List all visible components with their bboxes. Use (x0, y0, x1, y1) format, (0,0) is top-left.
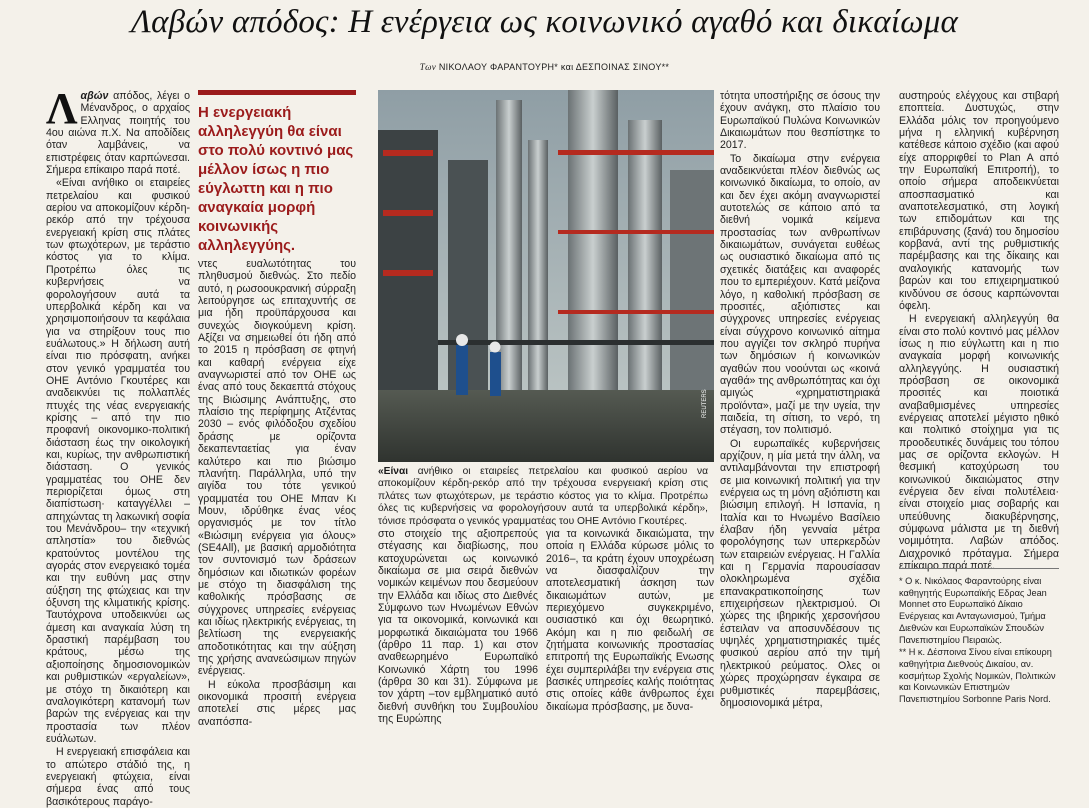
author-note: * Ο κ. Νικόλαος Φαραντούρης είναι καθηγητής Ευρωπαϊκής Εδρας Jean Monnet στο Ευρωπαϊκό Δίκαιο Ενέργειας και Ανταγωνισμού, Τμήμα Διεθνών και Ευρωπαϊκών Σπουδών Πανεπιστημίου Πειραιώς. (899, 576, 1047, 645)
byline (0, 62, 1089, 72)
paragraph: ντες ευαλωτότητας του πληθυσμού διεθνώς. Στο πεδίο αυτό, η ρωσοουκρανική σύρραξη λειτούργησε ως επιταχυντής σε μια ήδη προϋπάρχουσα και συνεχώς διογκούμενη κρίση. Αξίζει να σημειωθεί ότι ήδη από το 2015 η πρόσβαση σε φτηνή και καθαρή ενέργεια είχε αναγνωριστεί από τον ΟΗΕ ως ένας από τους δεκαεπτά στόχους της Βιώσιμης Ανάπτυξης, στο πλαίσιο της περίφημης Ατζέντας 2030 – ενός φιλόδοξου σχεδίου δράσης με ορίζοντα δεκαπενταετίας για έναν καλύτερο και πιο βιώσιμο πλανήτη. Παράλληλα, υπό την αιγίδα του τότε γενικού γραμματέα του ΟΗΕ Μπαν Κι Μουν, ιδρύθηκε ένας νέος οργανισμός με τον τίτλο «Βιώσιμη ενέργεια για όλους» (SE4All), με βασική αρμοδιότητα τον συντονισμό των δράσεων δημόσιων και ιδιωτικών φορέων με στόχο τη διασφάλιση της καθολικής πρόσβασης σε σύγχρονες υπηρεσίες ενέργειας και ιδίως ηλεκτρικής ενέργειας, τη βελτίωση της ενεργειακής αποδοτικότητας και την αύξηση της χρήσης ανανεώσιμων πηγών ενέργειας. (198, 258, 356, 678)
paragraph: τότητα υποστήριξης σε όσους την έχουν ανάγκη, στο πλαίσιο του Ευρωπαϊκού Πυλώνα Κοινωνικών Δικαιωμάτων που θεσπίστηκε το 2017. (720, 90, 880, 152)
photo-credit: REUTERS (702, 389, 708, 418)
caption-lead: «Είναι (378, 466, 409, 477)
paragraph: Η ενεργειακή επισφάλεια και το απώτερο στάδιό της, η ενεργειακή φτώχεια, είναι σήμερα ένας από τους βασικότερους παράγο- (46, 746, 190, 808)
article-column-4 (546, 528, 714, 733)
author-notes (899, 576, 1059, 707)
refinery-illustration (378, 90, 714, 462)
footnote-divider (899, 568, 1059, 569)
byline-prefix: Των (419, 62, 437, 72)
article-column-6 (899, 90, 1059, 573)
paragraph: στο στοιχείο της αξιοπρεπούς στέγασης και διαβίωσης, που κατοχυρώνεται ως κοινωνικό δικαίωμα σε μια σειρά διεθνών νομικών κειμένων που δεσμεύουν την Ελλάδα και ιδίως στο Διεθνές Σύμφωνο των Ηνωμένων Εθνών για τα οικονομικά, κοινωνικά και μορφωτικά δικαιώματα του 1966 (άρθρο 11 παρ. 1) και στον αναθεωρημένο Ευρωπαϊκό Κοινωνικό Χάρτη του 1996 (άρθρα 30 και 31). Σύμφωνα με τον χάρτη –τον εμβληματικό αυτό διεθνή συνθήκη του Συμβουλίου της Ευρώπης (378, 528, 538, 726)
paragraph: Το δικαίωμα στην ενέργεια αναδεικνύεται πλέον διεθνώς ως κοινωνικό δικαίωμα, το οποίο, αν και δεν έχει ακόμη αναγνωριστεί αυτοτελώς σε κάποιο από τα διεθνή νομικά κείμενα προστασίας των ανθρωπίνων δικαιωμάτων, συνάγεται ευθέως ως ουσιαστικό δικαίωμα από τις σχετικές διατάξεις και αναφορές που το εμπεριέχουν. Κατά μείζονα λόγο, η καθολική πρόσβαση σε προσιτές, αξιόπιστες και σύγχρονες υπηρεσίες ενέργειας είναι σύγχρονο κοινωνικό αίτημα που αγγίζει τον σκληρό πυρήνα των δημόσιων ή κοινωνικών αγαθών που νοούνται ως «κοινά αγαθά» της ανθρωπότητας και όχι αμιγώς «χρηματιστηριακά προϊόντα», μαζί με την υγεία, την παιδεία, τη σίτιση, το νερό, τη στέγαση, τον πολιτισμό. (720, 152, 880, 437)
lead-word: αβών (80, 90, 109, 102)
article-column-1 (46, 84, 190, 808)
paragraph: αυστηρούς ελέγχους και στιβαρή εποπτεία. Δυστυχώς, στην Ελλάδα μόλις τον προηγούμενο μήνα η ελληνική κυβέρνηση κατέθεσε κάποιο σχέδιο (και αφού είχε απορριφθεί το Plan A από την Ευρωπαϊκή Επιτροπή), το οποίο σήμερα αποδεικνύεται αποσπασματικό και αναποτελεσματικό, στη λογική των επιδομάτων και της επιβάρυνσης (ξανά) του δημοσίου κορβανά, αντί της ρυθμιστικής παρέμβασης και της δίκαιης και αναλογικής κατανομής των βαρών και του επιχειρηματικού κινδύνου σε όσους καρπώνονται όφελη. (899, 90, 1059, 312)
paragraph-text: απόδος, λέγει ο Μένανδρος, ο αρχαίος Ελληνας ποιητής του 4ου αιώνα π.Χ. Να αποδίδεις όταν λαμβάνεις, να επιστρέφεις όταν καρπώνεσαι. Σήμερα επίκαιρο παρά ποτέ. (46, 90, 190, 177)
paragraph: Η ενεργειακή αλληλεγγύη θα είναι στο πολύ κοντινό μας μέλλον ίσως η πιο εύγλωττη και η πιο αναγκαία μορφή κοινωνικής αλληλεγγύης. Η ουσιαστική πρόσβαση σε οικονομικά προσιτές και ποιοτικά αναβαθμισμένες υπηρεσίες ενέργειας αποτελεί μέγιστο ηθικό και πολιτικό στοίχημα για τις προοδευτικές δυνάμεις του τόπου μας σε ορίζοντα εκλογών. Η θεσμική κατοχύρωση του κοινωνικού δικαιώματος στην ενέργεια δεν είναι πολυτέλεια· είναι στοιχείο μιας σοβαρής και υπεύθυνης διακυβέρνησης, σύμφωνα μάλιστα με τη διεθνή νομιμότητα. Λαβών απόδος. Διαχρονικό πρόταγμα. Σήμερα επίκαιρο παρά ποτέ. (899, 313, 1059, 573)
byline-authors: ΝΙΚΟΛΑΟΥ ΦΑΡΑΝΤΟΥΡΗ* και ΔΕΣΠΟΙΝΑΣ ΣΙΝΟΥ** (438, 62, 670, 72)
paragraph: Η εύκολα προσβάσιμη και οικονομικά προσιτή ενέργεια αποτελεί στις μέρες μας αναπόσπα- (198, 678, 356, 728)
article-column-3 (378, 528, 538, 733)
caption-text: ανήθικο οι εταιρείες πετρελαίου και φυσικού αερίου να αποκομίζουν κέρδη-ρεκόρ από την τρέχουσα ενεργειακή κρίση στις πλάτες των φτωχότερων, με τεράστιο κόστος για το κλίμα. Προτρέπω όλες τις κυβερνήσεις να φορολογήσουν αυτά τα υπερβολικά κέρδη», τόνισε πρόσφατα ο γενικός γραμματέας του ΟΗΕ Αντόνιο Γκουτέρες. (378, 466, 709, 527)
article-column-2 (198, 258, 356, 730)
paragraph: «Είναι ανήθικο οι εταιρείες πετρελαίου και φυσικού αερίου να αποκομίζουν κέρδη-ρεκόρ από την τρέχουσα ενεργειακή κρίση στις πλάτες των φτωχότερων, με τεράστιο κόστος για το κλίμα. Προτρέπω όλες τις κυβερνήσεις να φορολογήσουν αυτά τα υπερβολικά κέρδη και να χρησιμοποιήσουν τα κεφάλαια για να στηρίξουν τους πιο ευάλωτους.» Η δήλωση αυτή είναι πιο πρόσφατη, ανήκει στον γενικό γραμματέα του ΟΗΕ Αντόνιο Γκουτέρες και αναδεικνύει τις πολλαπλές πτυχές της νέας ενεργειακής κρίσης – από την πιο προφανή οικονομικο-πολιτική διάσταση έως την οικολογική και, κυρίως, την ανθρωπιστική διάσταση. Ο γενικός γραμματέας του ΟΗΕ δεν περιορίζεται όμως στη διαπίστωση· καταγγέλλει –απηχώντας τη λακωνική σοφία του Μενάνδρου– την «τεχνική απληστία» του διεθνώς κρατούντος μοντέλου της αγοράς στον ενεργειακό τομέα και την ευθύνη μας στην αύξηση της φτώχειας και την όξυνση της κλιματικής κρίσης. Ταυτόχρονα υποδεικνύει ως άμεση και αναγκαία λύση τη δραστική παρέμβαση του κράτους, μέσω της αξιοποίησης δημοσιονομικών και ρυθμιστικών «εργαλείων», με στόχο τη δικαιότερη και αναλογικότερη κατανομή των βαρών της ενέργειας και την προστασία των πλέον ευάλωτων. (46, 177, 190, 745)
refinery-photo (378, 90, 714, 462)
photo-caption (378, 466, 708, 528)
article-headline: Λαβών απόδος: Η ενέργεια ως κοινωνικό αγαθό και δικαίωμα (131, 4, 958, 40)
drop-cap: Λ (46, 84, 78, 133)
paragraph: Οι ευρωπαϊκές κυβερνήσεις αρχίζουν, η μία μετά την άλλη, να αντιλαμβάνονται την επιστροφή σε μια κοινωνική πολιτική για την ενέργεια ως τη μόνη αξιόπιστη και βιώσιμη επιλογή. Η Ισπανία, η Ιταλία και το Ηνωμένο Βασίλειο έλαβαν ήδη γενναία μέτρα φορολόγησης των υπερκερδών των εταιρειών ενέργειας. Η Γαλλία και η Γερμανία παρουσίασαν ολοκληρωμένα σχέδια επανακρατικοποίησης των επιχειρήσεων ηλεκτρισμού. Οι χώρες της ιβηρικής χερσονήσου έστειλαν να αποσυνδέσουν τις υψηλές χρηματιστηριακές τιμές φυσικού αερίου από την τιμή ηλεκτρικού ρεύματος. Ολες οι χώρες προχώρησαν έγκαιρα σε ρυθμιστικές παρεμβάσεις, δημοσιονομικά μέτρα, (720, 437, 880, 709)
author-note: ** Η κ. Δέσποινα Σίνου είναι επίκουρη καθηγήτρια Διεθνούς Δικαίου, αν. κοσμήτωρ Σχολής Νομικών, Πολιτικών και Κοινωνικών Επιστημών Πανεπιστημίου Sorbonne Paris Nord. (899, 647, 1056, 705)
paragraph: για τα κοινωνικά δικαιώματα, την οποία η Ελλάδα κύρωσε μόλις το 2016–, τα κράτη έχουν υποχρέωση να διασφαλίζουν την αποτελεσματική άσκηση των δικαιωμάτων αυτών, με περιεχόμενο συγκεκριμένο, ουσιαστικό και όχι θεωρητικό. Ακόμη και η πιο φειδωλή σε ζητήματα κοινωνικής προστασίας επιτροπή της Ευρωπαϊκής Ενωσης έχει συμπεριλάβει την ενέργεια στις βασικές υπηρεσίες καλής ποιότητας στις οποίες κάθε άνθρωπος έχει δικαίωμα πρόσβασης, με δυνα- (546, 528, 714, 713)
pull-quote: Η ενεργειακή αλληλεγγύη θα είναι στο πολύ κοντινό μας μέλλον ίσως η πιο εύγλωττη και η πιο αναγκαία μορφή κοινωνικής αλληλεγγύης. (198, 90, 356, 255)
lead-paragraph (46, 84, 190, 177)
article-column-5 (720, 90, 880, 730)
